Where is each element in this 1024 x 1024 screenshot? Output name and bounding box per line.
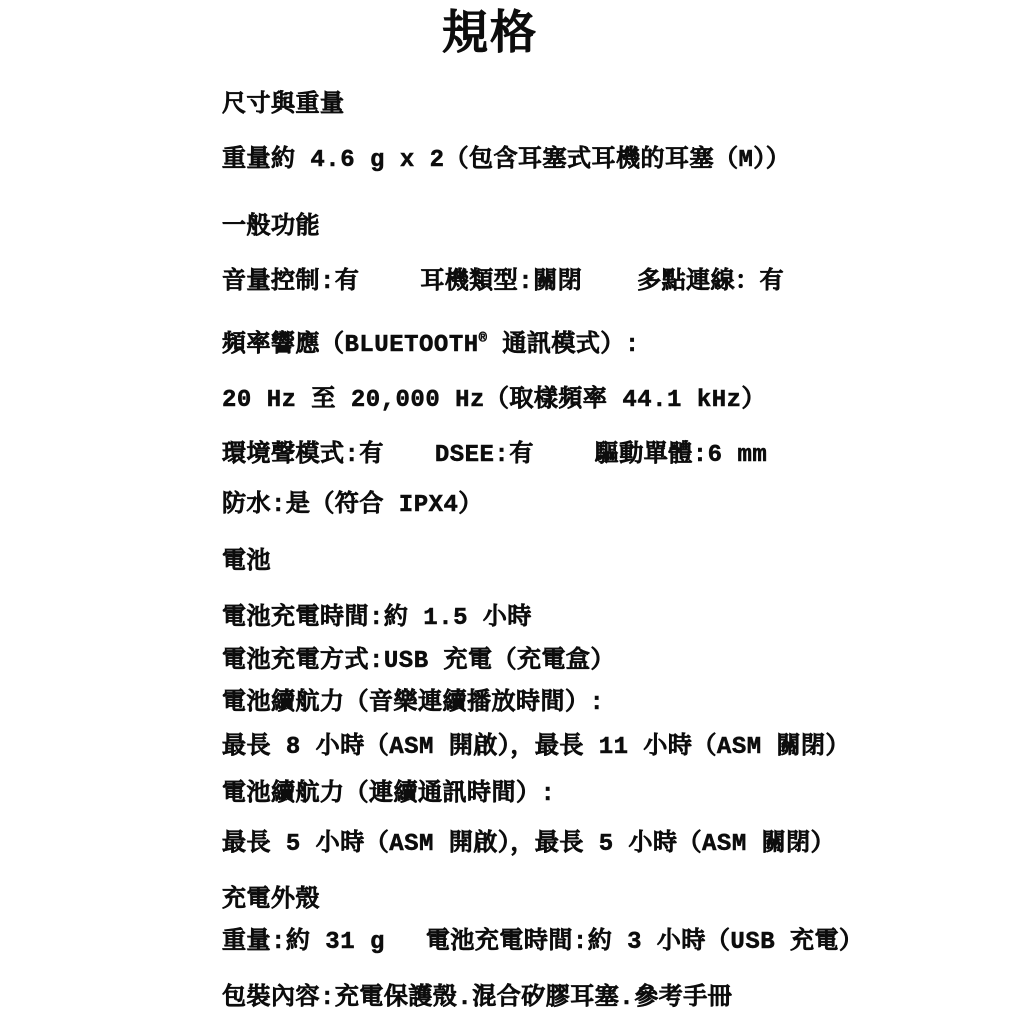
freq-label-pre: 頻率響應（BLUETOOTH xyxy=(222,332,479,359)
spec-case-charge-time: 電池充電時間:約 3 小時（USB 充電） xyxy=(425,929,864,956)
section-heading-general: 一般功能 xyxy=(222,214,320,241)
spec-line-case-stats xyxy=(222,928,864,958)
spec-line-battery-charge-method: 電池充電方式:USB 充電（充電盒） xyxy=(222,648,616,675)
spec-line-frequency-label xyxy=(222,331,640,361)
page-title: 規格 xyxy=(442,10,538,62)
spec-line-battery-music-label: 電池續航力（音樂連續播放時間）: xyxy=(222,690,605,717)
spec-line-frequency-value: 20 Hz 至 20,000 Hz（取樣頻率 44.1 kHz） xyxy=(222,387,767,414)
spec-line-waterproof: 防水:是（符合 IPX4） xyxy=(222,492,483,519)
spec-line-battery-music-value: 最長 8 小時（ASM 開啟），最長 11 小時（ASM 關閉） xyxy=(222,734,851,761)
registered-trademark-symbol: ® xyxy=(478,331,488,347)
spec-line-battery-talk-label: 電池續航力（連續通訊時間）: xyxy=(222,781,556,808)
spec-headphone-type: 耳機類型:關閉 xyxy=(420,269,583,296)
section-heading-battery: 電池 xyxy=(222,549,271,576)
spec-line-audio-features xyxy=(222,441,767,471)
spec-line-controls xyxy=(222,268,784,298)
spec-multipoint: 多點連線：有 xyxy=(637,269,785,296)
spec-line-package-contents: 包裝內容:充電保護殼.混合矽膠耳塞.參考手冊 xyxy=(222,985,733,1012)
section-heading-dimensions: 尺寸與重量 xyxy=(222,92,345,119)
spec-volume-control: 音量控制:有 xyxy=(222,269,360,296)
spec-case-weight: 重量:約 31 g xyxy=(222,929,385,956)
spec-line-battery-charge-time: 電池充電時間:約 1.5 小時 xyxy=(222,605,532,632)
freq-label-post: 通訊模式）: xyxy=(487,332,640,359)
spec-driver-unit: 驅動單體:6 mm xyxy=(594,442,768,469)
spec-line-weight: 重量約 4.6 g x 2（包含耳塞式耳機的耳塞（M）） xyxy=(222,147,791,174)
spec-line-battery-talk-value: 最長 5 小時（ASM 開啟），最長 5 小時（ASM 關閉） xyxy=(222,831,836,858)
spec-ambient-sound-mode: 環境聲模式:有 xyxy=(222,442,384,469)
spec-dsee: DSEE:有 xyxy=(434,442,534,469)
section-heading-case: 充電外殼 xyxy=(222,887,320,914)
